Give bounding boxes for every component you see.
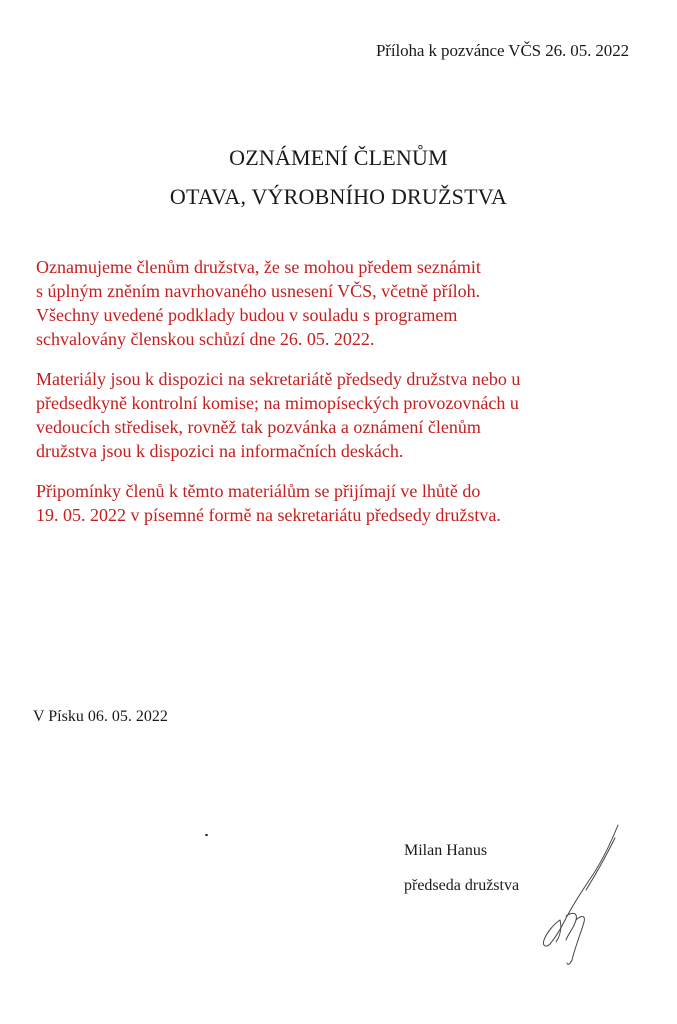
title-line-1: OZNÁMENÍ ČLENŮM [229,145,448,170]
attachment-note: Příloha k pozvánce VČS 26. 05. 2022 [375,41,629,60]
paragraph-line: Oznamujeme členům družstva, že se mohou předem seznámit [36,257,481,277]
signatory-block [404,833,519,903]
paragraph-line: předsedkyně kontrolní komise; na mimopíseckých provozovnách u [36,393,519,413]
paragraph-line: Všechny uvedené podklady budou v souladu s programem [36,305,458,325]
paragraph-line: s úplným zněním navrhovaného usnesení VČS, včetně příloh. [36,281,481,301]
paragraph-line: Materiály jsou k dispozici na sekretariátě předsedy družstva nebo u [36,369,521,389]
title-line-2: OTAVA, VÝROBNÍHO DRUŽSTVA [169,184,508,209]
paragraph-2 [36,367,646,463]
paragraph-line: 19. 05. 2022 v písemné formě na sekretariátu předsedy družstva. [36,505,501,525]
signatory-name: Milan Hanus [404,842,488,859]
paragraph-3 [36,479,646,527]
paragraph-line: družstva jsou k dispozici na informačních deskách. [36,441,404,461]
paragraph-1 [36,255,646,351]
scan-speck [205,834,208,836]
signatory-role: předseda družstva [404,877,520,894]
place-and-date: V Písku 06. 05. 2022 [33,708,168,725]
paragraph-line: schvalovány členskou schůzí dne 26. 05. 2022. [36,329,375,349]
announcement-body [36,255,646,543]
document-title [0,138,677,216]
paragraph-line: vedoucích středisek, rovněž tak pozvánka a oznámení členům [36,417,481,437]
paragraph-line: Připomínky členů k těmto materiálům se přijímají ve lhůtě do [36,481,481,501]
handwritten-signature [520,820,630,970]
